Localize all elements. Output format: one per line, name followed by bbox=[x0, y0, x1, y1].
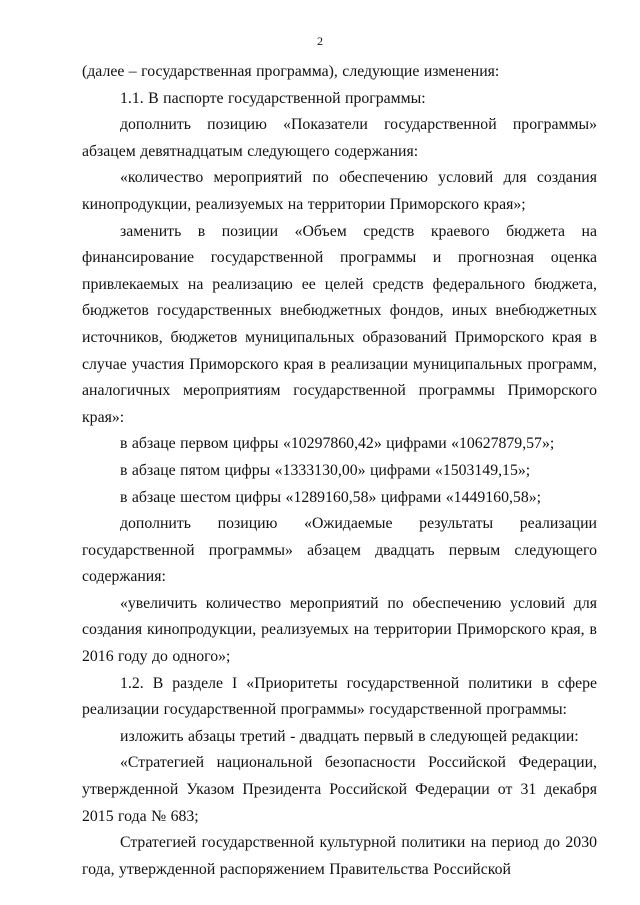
paragraph-first-paragraph-figures: в абзаце первом цифры «10297860,42» цифрами «10627879,57»; bbox=[120, 435, 555, 453]
paragraph-quote-events-count: «количество мероприятий по обеспечению условий для создания кинопродукции, реализуемых на территории Приморского края»; bbox=[82, 169, 597, 213]
page-number: 2 bbox=[317, 34, 323, 48]
paragraph-national-security-strategy: «Стратегией национальной безопасности Российской Федерации, утвержденной Указом Президента Российской Федерации от 31 декабря 2015 года № 683; bbox=[82, 754, 597, 825]
paragraph-sixth-paragraph-figures: в абзаце шестом цифры «1289160,58» цифрами «1449160,58»; bbox=[120, 488, 542, 506]
paragraph-replace-budget-position: заменить в позиции «Объем средств краевого бюджета на финансирование государственной программы и прогнозная оценка привлекаемых на реализацию ее целей средств федерального бюджета, бюджетов государственных внебюджетных фондов, иных внебюджетных источников, бюджетов муниципальных образований Приморского края в случае участия Приморского края в реализации муниципальных программ, аналогичных мероприятиям государственной программы Приморского края»: bbox=[82, 222, 597, 426]
paragraph-restate-paragraphs: изложить абзацы третий - двадцать первый в следующей редакции: bbox=[120, 727, 579, 745]
paragraph-cultural-policy-strategy: Стратегией государственной культурной политики на период до 2030 года, утвержденной распоряжением Правительства Российской bbox=[82, 834, 597, 878]
paragraph-fifth-paragraph-figures: в абзаце пятом цифры «1333130,00» цифрами «1503149,15»; bbox=[120, 461, 531, 479]
document-body bbox=[82, 59, 597, 883]
paragraph-intro: (далее – государственная программа), следующие изменения: bbox=[82, 63, 500, 80]
paragraph-add-expected-results: дополнить позицию «Ожидаемые результаты реализации государственной программы» абзацем двадцать первым следующего содержания: bbox=[82, 515, 597, 586]
paragraph-section-1-1: 1.1. В паспорте государственной программы: bbox=[120, 89, 426, 107]
paragraph-section-1-2: 1.2. В разделе I «Приоритеты государственной политики в сфере реализации государственной программы» государственной программы: bbox=[82, 674, 597, 719]
paragraph-quote-increase-events: «увеличить количество мероприятий по обеспечению условий для создания кинопродукции, реализуемых на территории Приморского края, в 2016 году до одного»; bbox=[82, 594, 597, 666]
paragraph-add-position-indicators: дополнить позицию «Показатели государственной программы» абзацем девятнадцатым следующего содержания: bbox=[82, 116, 597, 160]
